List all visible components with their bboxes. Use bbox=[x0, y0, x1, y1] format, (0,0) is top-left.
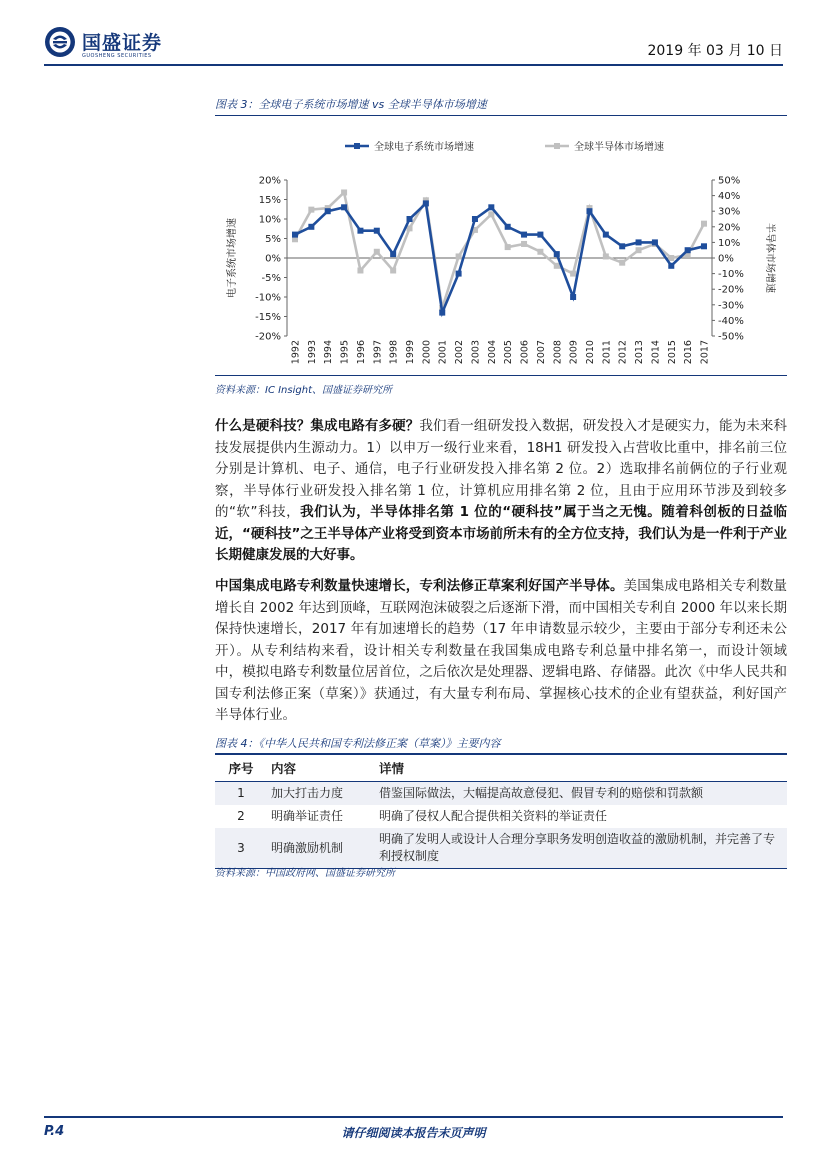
x-tick-label: 2012 bbox=[617, 340, 629, 365]
x-tick-label: 2008 bbox=[552, 340, 564, 365]
data-point bbox=[423, 200, 429, 206]
figure3-top-rule bbox=[215, 115, 787, 116]
right-tick-label: 0% bbox=[718, 253, 734, 265]
left-tick-label: 15% bbox=[258, 195, 281, 206]
data-point bbox=[374, 228, 380, 234]
x-tick-label: 2005 bbox=[503, 340, 515, 365]
data-point bbox=[668, 263, 674, 269]
row-index: 3 bbox=[215, 828, 267, 869]
row-content: 明确激励机制 bbox=[267, 828, 375, 869]
data-point bbox=[652, 239, 658, 245]
brand-name: 国盛证券 bbox=[82, 32, 163, 54]
data-point bbox=[570, 271, 576, 277]
patent-paragraph bbox=[215, 576, 787, 727]
left-tick-label: -15% bbox=[255, 312, 281, 323]
right-tick-label: -10% bbox=[718, 269, 744, 281]
data-point bbox=[685, 247, 691, 253]
left-tick-label: -20% bbox=[255, 331, 281, 343]
x-tick-label: 1992 bbox=[290, 340, 302, 365]
patent-body: 美国集成电路相关专利数量增长自 2002 年达到顶峰，互联网泡沫破裂之后逐渐下滑，而中国相关专利自 2000 年以来长期保持快速增长，2017 年有加速增长的趋势（17 年申请数显示较少，主要由于部分专利还未公开）。从专利结构来看，设计相关专利数量在我国集成电路专利总量中排名第一，而设计领域中，模拟电路专利数量位居首位，之后依次是处理器、逻辑电路、存储器。此次《中华人民共和国专利法修正案（草案）》获通过，有大量专利布局、掌握核心技术的企业有望获益，利好国产半导体行业。 bbox=[215, 578, 788, 723]
left-tick-label: -5% bbox=[261, 273, 281, 284]
report-date: 2019 年 03 月 10 日 bbox=[647, 43, 783, 59]
figure4-title: 图表 4：《中华人民共和国专利法修正案（草案）》主要内容 bbox=[215, 737, 501, 750]
data-point bbox=[636, 247, 642, 253]
left-tick-label: 0% bbox=[265, 253, 281, 265]
right-tick-label: 10% bbox=[718, 237, 741, 249]
data-point bbox=[390, 267, 396, 273]
data-point bbox=[521, 232, 527, 238]
header-content: 内容 bbox=[267, 754, 375, 782]
x-tick-label: 2015 bbox=[666, 340, 678, 365]
x-tick-label: 2003 bbox=[470, 340, 482, 365]
legend-label-0: 全球电子系统市场增速 bbox=[374, 142, 474, 153]
figure3-source: 资料来源：IC Insight、国盛证券研究所 bbox=[215, 385, 392, 396]
x-tick-label: 2002 bbox=[454, 340, 466, 365]
data-point bbox=[636, 239, 642, 245]
legend-label-1: 全球半导体市场增速 bbox=[574, 142, 664, 153]
x-tick-label: 2009 bbox=[568, 340, 580, 365]
data-point bbox=[374, 249, 380, 255]
x-tick-label: 1995 bbox=[339, 340, 351, 365]
x-tick-label: 1996 bbox=[355, 340, 367, 365]
data-point bbox=[456, 253, 462, 259]
right-tick-label: 40% bbox=[718, 191, 741, 203]
data-point bbox=[668, 255, 674, 261]
data-point bbox=[308, 224, 314, 230]
data-point bbox=[570, 294, 576, 300]
footer-divider bbox=[44, 1116, 783, 1118]
right-tick-label: 30% bbox=[718, 206, 741, 218]
header-divider bbox=[44, 64, 783, 66]
x-tick-label: 2011 bbox=[601, 340, 613, 365]
x-tick-label: 1994 bbox=[323, 340, 335, 365]
data-point bbox=[357, 228, 363, 234]
data-point bbox=[537, 249, 543, 255]
growth-line-chart bbox=[215, 125, 787, 375]
data-point bbox=[554, 251, 560, 257]
page-number: P.4 bbox=[44, 1124, 65, 1139]
hard-tech-conclusion: 我们认为，半导体排名第 1 位的“硬科技”属于当之无愧。随着科创板的日益临近，“硬科技”之王半导体产业将受到资本市场前所未有的全方位支持，我们认为是一件利于产业长期健康发展的大好事。 bbox=[215, 504, 787, 563]
data-point bbox=[554, 263, 560, 269]
x-tick-label: 2004 bbox=[486, 340, 498, 365]
right-tick-label: -50% bbox=[718, 331, 744, 343]
header-detail: 详情 bbox=[375, 754, 787, 782]
data-point bbox=[603, 253, 609, 259]
row-detail: 明确了发明人或设计人合理分享职务发明创造收益的激励机制，并完善了专利授权制度 bbox=[375, 828, 787, 869]
data-point bbox=[619, 243, 625, 249]
x-tick-label: 2016 bbox=[683, 340, 695, 365]
table-row bbox=[215, 782, 787, 806]
data-point bbox=[537, 232, 543, 238]
data-point bbox=[325, 208, 331, 214]
x-tick-label: 2000 bbox=[421, 340, 433, 365]
row-detail: 借鉴国际做法，大幅提高故意侵犯、假冒专利的赔偿和罚款额 bbox=[375, 782, 787, 806]
data-point bbox=[521, 241, 527, 247]
table-row bbox=[215, 805, 787, 828]
left-tick-label: 5% bbox=[265, 234, 281, 245]
patent-law-table bbox=[215, 753, 787, 869]
left-tick-label: -10% bbox=[255, 292, 281, 304]
figure3-title: 图表 3：全球电子系统市场增速 vs 全球半导体市场增速 bbox=[215, 98, 487, 111]
row-content: 加大打击力度 bbox=[267, 782, 375, 806]
right-tick-label: 50% bbox=[718, 175, 741, 187]
x-tick-label: 1997 bbox=[372, 340, 384, 365]
x-tick-label: 2010 bbox=[584, 340, 596, 365]
data-point bbox=[407, 216, 413, 222]
data-point bbox=[439, 310, 445, 316]
data-point bbox=[357, 267, 363, 273]
hard-tech-paragraph bbox=[215, 416, 787, 567]
x-tick-label: 1998 bbox=[388, 340, 400, 365]
data-point bbox=[472, 216, 478, 222]
left-tick-label: 10% bbox=[258, 214, 281, 226]
data-point bbox=[456, 271, 462, 277]
data-point bbox=[341, 189, 347, 195]
left-axis-title: 电子系统市场增速 bbox=[227, 218, 238, 298]
header-index: 序号 bbox=[215, 754, 267, 782]
row-index: 1 bbox=[215, 782, 267, 806]
hard-tech-lead: 什么是硬科技？集成电路有多硬？ bbox=[215, 418, 420, 434]
figure4-source: 资料来源：中国政府网、国盛证券研究所 bbox=[215, 868, 395, 879]
disclaimer-note: 请仔细阅读本报告末页声明 bbox=[341, 1126, 486, 1140]
data-point bbox=[701, 221, 707, 227]
x-tick-label: 2017 bbox=[699, 340, 711, 365]
row-content: 明确举证责任 bbox=[271, 809, 344, 823]
logo-emblem-icon bbox=[44, 26, 76, 58]
legend-swatch-marker bbox=[354, 143, 360, 149]
left-tick-label: 20% bbox=[258, 175, 281, 187]
x-tick-label: 1993 bbox=[306, 340, 318, 365]
row-index: 2 bbox=[237, 809, 245, 823]
series-line-1 bbox=[295, 192, 704, 307]
brand-subtitle: GUOSHENG SECURITIES bbox=[82, 53, 152, 59]
x-tick-label: 2007 bbox=[535, 340, 547, 365]
data-point bbox=[292, 232, 298, 238]
x-tick-label: 1999 bbox=[405, 340, 417, 365]
legend-swatch-marker bbox=[554, 143, 560, 149]
data-point bbox=[603, 232, 609, 238]
right-tick-label: 20% bbox=[718, 222, 741, 234]
right-axis-title: 半导体市场增速 bbox=[764, 223, 775, 293]
data-point bbox=[619, 260, 625, 266]
data-point bbox=[341, 204, 347, 210]
patent-lead: 中国集成电路专利数量快速增长，专利法修正草案利好国产半导体。 bbox=[215, 578, 624, 594]
right-tick-label: -30% bbox=[718, 300, 744, 312]
row-detail: 明确了侵权人配合提供相关资料的举证责任 bbox=[379, 809, 608, 823]
right-tick-label: -20% bbox=[718, 284, 744, 296]
x-tick-label: 2013 bbox=[634, 340, 646, 365]
data-point bbox=[390, 251, 396, 257]
data-point bbox=[701, 243, 707, 249]
company-logo bbox=[44, 26, 184, 66]
data-point bbox=[505, 244, 511, 250]
data-point bbox=[505, 224, 511, 230]
figure3-bottom-rule bbox=[215, 375, 787, 376]
table-row bbox=[215, 828, 787, 869]
x-tick-label: 2006 bbox=[519, 340, 531, 365]
table-header-row bbox=[215, 754, 787, 782]
data-point bbox=[586, 208, 592, 214]
x-tick-label: 2001 bbox=[437, 340, 449, 365]
data-point bbox=[488, 204, 494, 210]
x-tick-label: 2014 bbox=[650, 340, 662, 365]
right-tick-label: -40% bbox=[718, 315, 744, 327]
hard-tech-body: 我们看一组研发投入数据，研发投入才是硬实力，能为未来科技发展提供内生源动力。1）以申万一级行业来看，18H1 研发投入占营收比重中，排名前三位分别是计算机、电子、通信，电子行业研发投入排名第 2 位。2）选取排名前俩位的子行业观察，半导体行业研发投入排名第 1 位，计算机应用排名第 2 位，且由于应用环节涉及到较多的“软”科技， bbox=[215, 418, 788, 520]
data-point bbox=[308, 207, 314, 213]
data-point bbox=[488, 211, 494, 217]
